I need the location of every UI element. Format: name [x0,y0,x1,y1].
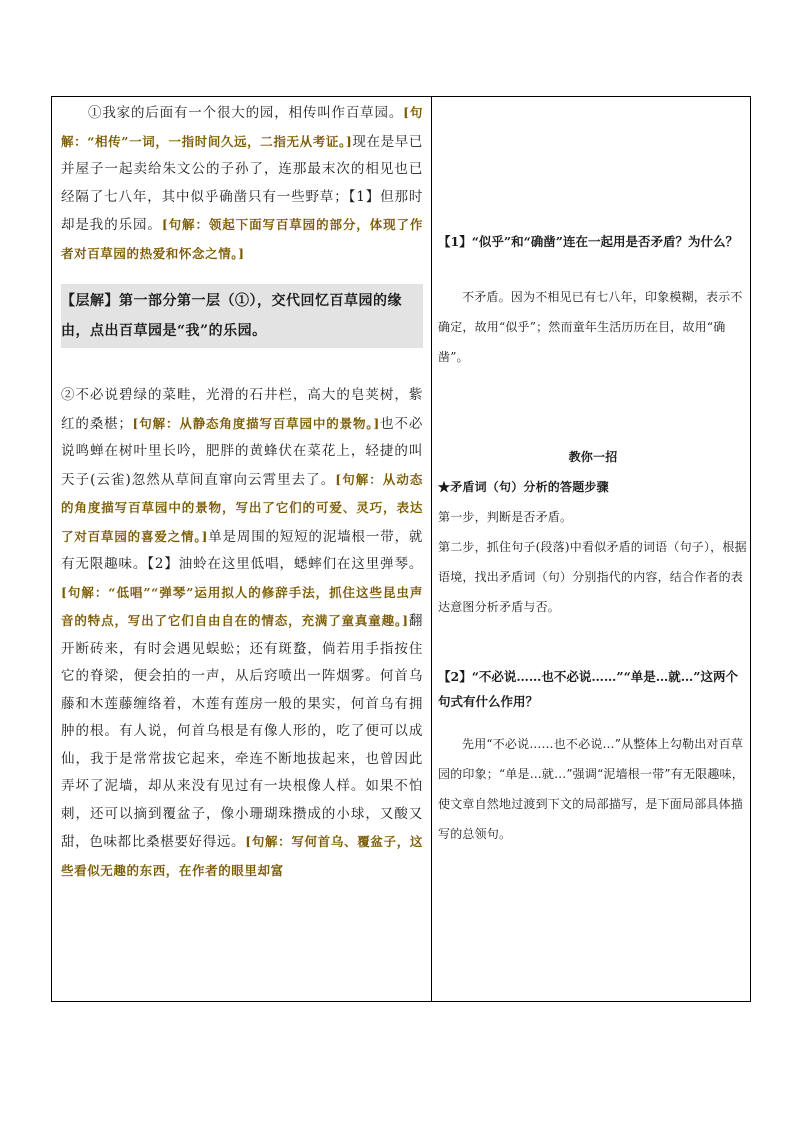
sentence-note: [句解：领起下面写百草园的部分，体现了作者对百草园的热爱和怀念之情。] [61,217,423,261]
sentence-note: [句解：写何首乌、覆盆子，这些看似无趣的东西，在作者的眼里却富 [61,834,423,878]
answer-1-block [438,282,748,372]
sentence-note: [句解：“相传”一词，一指时间久远，二指无从考证。] [61,105,423,149]
method-step-2: 第二步，抓住句子(段落)中看似矛盾的词语（句子），根据语境，找出矛盾词（句）分别指代的内容，结合作者的表达意图分析矛盾与否。 [438,540,747,614]
column-divider [431,97,432,1001]
text-segment: 现在是早已并屋子一起卖给朱文公的子孙了，连那最末次的相见也已经隔了七八年，其中似乎确凿只有一些野草；【1】但那时却是我的乐园。 [61,133,424,233]
method-box [438,442,748,622]
text-segment: 单是周围的短短的泥墙根一带，就有无限趣味。【2】油蛉在这里低唱，蟋蟀们在这里弹琴。 [61,528,424,572]
method-heading: ★矛盾词（句）分析的答题步骤 [438,480,609,494]
sentence-note: [句解：从静态角度描写百草园中的景物。] [132,415,380,431]
layer-summary: 【层解】第一部分第一层（①），交代回忆百草园的缘由，点出百草园是“我”的乐园。 [61,284,423,348]
text-segment: 也不必说鸣蝉在树叶里长吟，肥胖的黄蜂伏在菜花上，轻捷的叫天子(云雀)忽然从草间直窜向云霄里去了。 [61,415,423,488]
answer-2-block [438,729,748,849]
content-table [51,96,751,1002]
paragraph-2 [61,382,423,885]
answer-1: 不矛盾。因为不相见已有七八年，印象模糊，表示不确定，故用“似乎”；然而童年生活历历在目，故用“确凿”。 [438,290,743,364]
text-column [61,99,423,885]
sentence-note: [句解：从动态的角度描写百草园中的景物，写出了它们的可爱、灵巧，表达了对百草园的喜爱之情。] [61,471,423,544]
answer-2: 先用“不必说……也不必说…”从整体上勾勒出对百草园的印象；“单是…就…”强调“泥墙根一带”有无限趣味，使文章自然地过渡到下文的局部描写，是下面局部具体描写的总领句。 [438,737,744,841]
method-title: 教你一招 [568,450,618,464]
paragraph-1 [61,99,423,268]
text-segment: ①我家的后面有一个很大的园，相传叫作百草园。 [88,105,404,121]
text-segment: 翻开断砖来，有时会遇见蜈蚣；还有斑蝥，倘若用手指按住它的脊梁，便会拍的一声，从后窍喷出一阵烟雾。何首乌藤和木莲藤缠络着，木莲有莲房一般的果实，何首乌有拥肿的根。有人说，何首乌根是有像人形的，吃了便可以成仙，我于是常常拔它起来，牵连不断地拔起来，也曾因此弄坏了泥墙，却从来没有见过有一块根像人样。如果不怕刺，还可以摘到覆盆子，像小珊瑚珠攒成的小球，又酸又甜，色味都比桑椹要好得远。 [61,613,423,850]
question-1: 【1】“似乎”和“确凿”连在一起用是否矛盾？为什么？ [438,234,738,249]
method-step-1: 第一步，判断是否矛盾。 [438,510,573,524]
text-segment: ②不必说碧绿的菜畦，光滑的石井栏，高大的皂荚树，紫红的桑椹； [61,387,423,432]
question-2: 【2】“不必说……也不必说……”“单是…就…”这两个句式有什么作用？ [438,669,738,709]
sentence-note: [句解：“低唱”“弹琴”运用拟人的修辞手法，抓住这些昆虫声音的特点，写出了它们自由自在的情态，充满了童真童趣。] [61,584,423,628]
